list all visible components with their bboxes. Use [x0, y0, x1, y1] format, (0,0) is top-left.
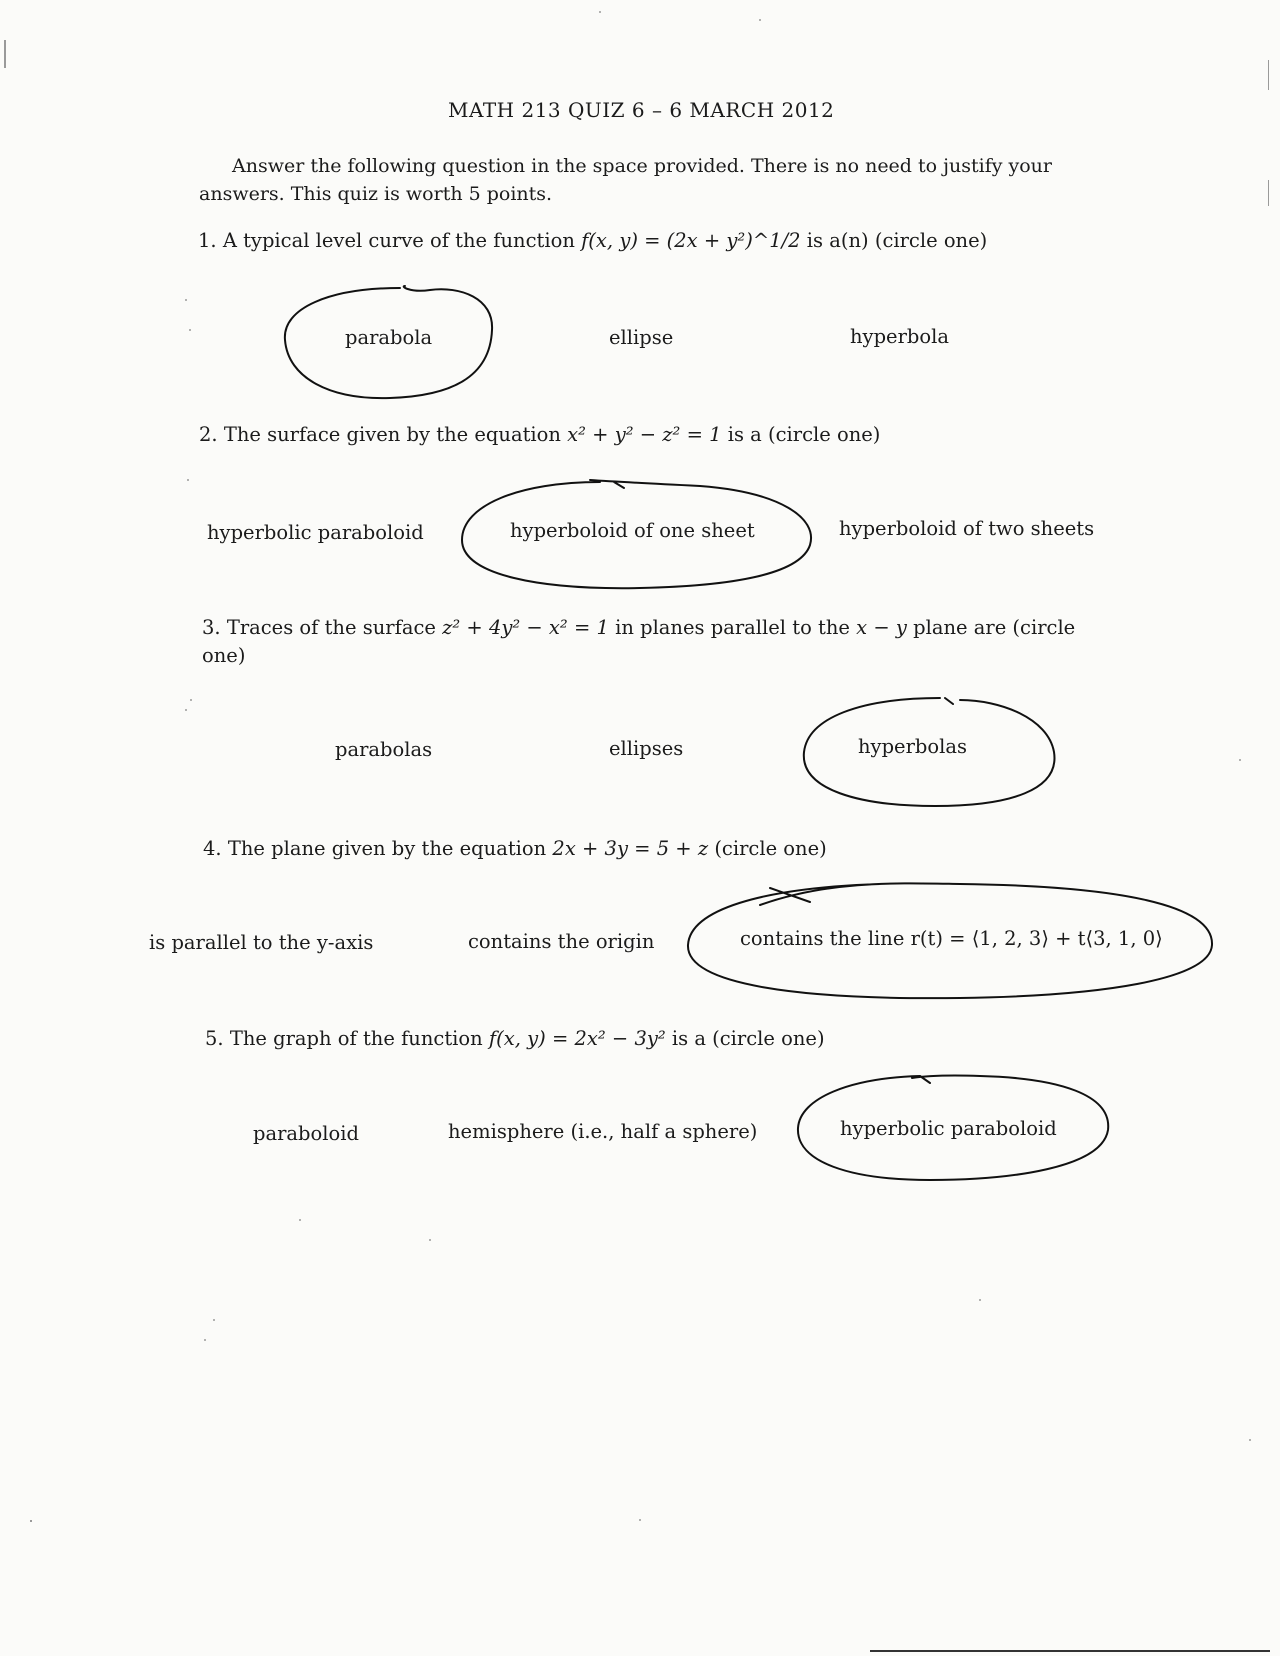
question-4 [203, 835, 827, 863]
option-hyperbolas[interactable]: hyperbolas [858, 735, 968, 758]
option-parabolas[interactable]: parabolas [335, 738, 433, 761]
option-ellipse[interactable]: ellipse [609, 326, 674, 349]
instructions [199, 152, 1094, 208]
question-text: is a(n) (circle one) [800, 229, 988, 252]
question-1 [198, 227, 987, 255]
question-text: The surface given by the equation [223, 423, 568, 446]
option-hyperbolic-paraboloid-5[interactable]: hyperbolic paraboloid [840, 1117, 1057, 1140]
option-hemisphere[interactable]: hemisphere (i.e., half a sphere) [448, 1120, 758, 1143]
question-text: The graph of the function [229, 1027, 489, 1050]
option-ellipses[interactable]: ellipses [609, 737, 684, 760]
question-text: Traces of the surface [226, 616, 443, 639]
option-hyperbolic-paraboloid[interactable]: hyperbolic paraboloid [207, 521, 424, 544]
question-number: 4. [203, 837, 222, 860]
question-math: f(x, y) = (2x + y²)^1/2 [581, 229, 801, 252]
question-text: plane are (circle [906, 616, 1076, 639]
question-math: 2x + 3y = 5 + z [552, 837, 709, 860]
question-number: 5. [205, 1027, 224, 1050]
option-hyperboloid-two-sheets[interactable]: hyperboloid of two sheets [839, 517, 1095, 540]
question-text: in planes parallel to the [608, 616, 857, 639]
option-parallel-y-axis[interactable]: is parallel to the y-axis [149, 931, 374, 954]
question-text-line-2: one) [202, 644, 246, 667]
question-math: x² + y² − z² = 1 [567, 423, 722, 446]
question-text: (circle one) [708, 837, 827, 860]
question-number: 1. [198, 229, 217, 252]
instructions-line-2: answers. This quiz is worth 5 points. [199, 183, 553, 205]
question-math: z² + 4y² − x² = 1 [442, 616, 609, 639]
option-hyperbola[interactable]: hyperbola [850, 325, 950, 348]
question-2 [199, 421, 880, 449]
question-text: A typical level curve of the function [222, 229, 582, 252]
page-title: MATH 213 QUIZ 6 – 6 MARCH 2012 [448, 98, 835, 122]
instructions-line-1: Answer the following question in the space provided. There is no need to justify your [232, 155, 1053, 177]
question-text: is a (circle one) [721, 423, 881, 446]
question-3 [202, 614, 1075, 670]
option-contains-line[interactable]: contains the line r(t) = ⟨1, 2, 3⟩ + t⟨3, 1, 0⟩ [740, 927, 1163, 950]
option-hyperboloid-one-sheet[interactable]: hyperboloid of one sheet [510, 519, 755, 542]
option-contains-origin[interactable]: contains the origin [468, 930, 655, 953]
question-math: f(x, y) = 2x² − 3y² [488, 1027, 666, 1050]
question-text: The plane given by the equation [227, 837, 553, 860]
option-parabola[interactable]: parabola [345, 326, 433, 349]
question-math-2: x − y [856, 616, 907, 639]
question-number: 2. [199, 423, 218, 446]
question-number: 3. [202, 616, 221, 639]
question-5 [205, 1025, 825, 1053]
question-text: is a (circle one) [665, 1027, 825, 1050]
option-paraboloid[interactable]: paraboloid [253, 1122, 359, 1145]
